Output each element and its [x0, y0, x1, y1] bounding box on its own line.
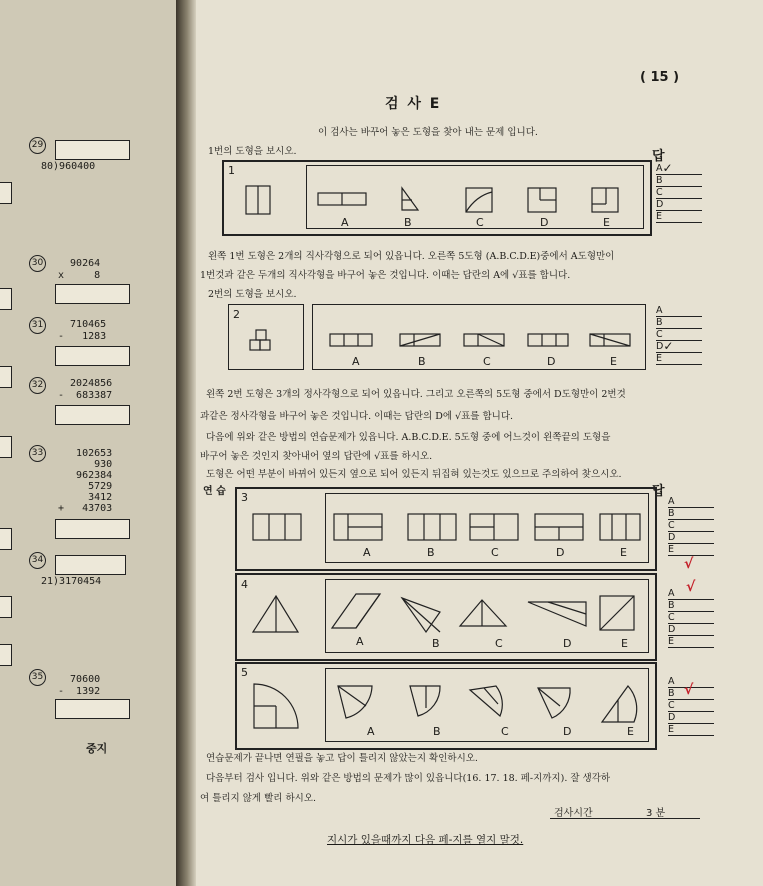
answer-line[interactable]: A: [656, 305, 702, 317]
answer-line[interactable]: D: [668, 532, 714, 544]
problem-line: - 683387: [58, 390, 113, 401]
answer-line[interactable]: B: [656, 175, 702, 187]
problem-line: x 8: [58, 270, 101, 281]
problem-line: 70600: [58, 674, 101, 685]
answer-line[interactable]: E: [668, 636, 714, 648]
red-checkmark-icon: √: [684, 682, 694, 698]
problem-line: 5729: [58, 481, 113, 492]
checkmark-icon: ✓: [662, 161, 673, 175]
time-value: 3 분: [646, 808, 666, 819]
practice5-number: 5: [241, 666, 248, 679]
problem-line: 90264: [58, 258, 101, 269]
example2-explain: 과같은 정사각형을 바구어 놓은 것입니다. 이때는 답란의 D에 √표를 합니다.: [200, 411, 514, 422]
option-label: A: [356, 635, 364, 648]
problem-number: 34: [29, 552, 46, 569]
example1-prompt: 1번의 도형을 보시오.: [208, 146, 297, 157]
divider: [550, 818, 700, 819]
answer-line[interactable]: A: [668, 496, 714, 508]
red-checkmark-icon: √: [684, 556, 694, 572]
problem-line: 102653: [58, 448, 113, 459]
option-label: C: [495, 637, 503, 650]
example1-number: 1: [228, 164, 235, 177]
answer-line[interactable]: C: [668, 612, 714, 624]
checkmark-icon: ✓: [663, 339, 674, 353]
time-label: 검사시간: [554, 808, 593, 819]
answer-line[interactable]: B: [668, 600, 714, 612]
answer-line[interactable]: D: [668, 624, 714, 636]
option-label: B: [418, 355, 426, 368]
option-label: D: [563, 637, 572, 650]
example2-number: 2: [233, 308, 240, 321]
answer-line[interactable]: C: [668, 520, 714, 532]
option-label: A: [363, 546, 371, 559]
option-label: E: [621, 637, 628, 650]
answer-line[interactable]: C: [656, 329, 702, 341]
problem-number: 30: [29, 255, 46, 272]
answer-line[interactable]: E: [668, 544, 714, 556]
answer-line[interactable]: B: [668, 508, 714, 520]
footer-text: 다음부터 검사 입니다. 위와 같은 방법의 문제가 많이 있읍니다(16. 17. 18. 페-지까지). 잘 생각하: [206, 773, 611, 784]
option-label: C: [476, 216, 484, 229]
problem-line: - 1392: [58, 686, 101, 697]
practice3-number: 3: [241, 491, 248, 504]
problem-line: - 1283: [58, 331, 107, 342]
problem-number: 29: [29, 137, 46, 154]
option-label: E: [603, 216, 610, 229]
option-label: A: [352, 355, 360, 368]
answer-header: 답: [652, 149, 665, 164]
instruction: 다음에 위와 같은 방법의 연습문제가 있읍니다. A.B.C.D.E. 5도형 중에 어느것이 왼쪽끝의 도형을: [206, 432, 611, 443]
answer-line[interactable]: A: [668, 676, 714, 688]
practice-label: 연 습: [203, 486, 226, 497]
option-label: D: [563, 725, 572, 738]
example2-explain: 왼쪽 2번 도형은 3개의 정사각형으로 되어 있읍니다. 그리고 오른쪽의 5도형 중에서 D도형만이 2번것: [206, 389, 626, 400]
example1-explain: 왼쪽 1번 도형은 2개의 직사각형으로 되어 있읍니다. 오른쪽 5도형 (A.B.C.D.E)중에서 A도형만이: [208, 251, 615, 262]
answer-line[interactable]: E: [656, 211, 702, 223]
example1-explain: 1번것과 같은 두개의 직사각형을 바구어 놓은 것입니다. 이때는 답란의 A에 √표를 합니다.: [200, 270, 571, 281]
problem-line: 3412: [58, 492, 113, 503]
answer-line[interactable]: A ✓: [656, 163, 702, 175]
option-label: B: [432, 637, 440, 650]
problem-line: 962384: [58, 470, 113, 481]
answer-line[interactable]: D: [668, 712, 714, 724]
notice-text: 지시가 있을때까지 다음 페-지를 열지 말것.: [327, 834, 524, 846]
answer-line[interactable]: C: [656, 187, 702, 199]
problem-number: 31: [29, 317, 46, 334]
problem-number: 32: [29, 377, 46, 394]
example2-prompt: 2번의 도형을 보시오.: [208, 289, 297, 300]
answer-line[interactable]: E: [656, 353, 702, 365]
page-number: ( 15 ): [640, 70, 680, 85]
option-label: C: [501, 725, 509, 738]
practice4-number: 4: [241, 578, 248, 591]
intro-text: 이 검사는 바꾸어 놓은 도형을 찾아 내는 문제 입니다.: [318, 127, 538, 138]
test-title: 검 사 E: [385, 96, 442, 112]
option-label: B: [404, 216, 412, 229]
option-label: C: [483, 355, 491, 368]
option-label: B: [433, 725, 441, 738]
problem-line: 80)960400: [41, 161, 96, 172]
problem-number: 33: [29, 445, 46, 462]
red-checkmark-icon: √: [686, 579, 696, 595]
problem-number: 35: [29, 669, 46, 686]
answer-line[interactable]: B: [668, 688, 714, 700]
footer-text: 여 틀리지 않게 빨리 하시오.: [200, 793, 317, 804]
answer-line[interactable]: D: [656, 199, 702, 211]
option-label: B: [427, 546, 435, 559]
option-label: C: [491, 546, 499, 559]
footer-text: 연습문제가 끝나면 연필을 놓고 답이 틀리지 않았는지 확인하시오.: [206, 753, 478, 764]
option-label: E: [610, 355, 617, 368]
problem-line: 710465: [58, 319, 107, 330]
problem-line: 2024856: [58, 378, 113, 389]
answer-line[interactable]: D ✓: [656, 341, 702, 353]
answer-header: 답: [652, 484, 665, 499]
answer-line[interactable]: B: [656, 317, 702, 329]
instruction: 바구어 놓은 것인지 찾아내어 옆의 답란에 √표를 하시오.: [200, 451, 433, 462]
problem-line: + 43703: [58, 503, 113, 514]
option-label: E: [627, 725, 634, 738]
answer-line[interactable]: A: [668, 588, 714, 600]
option-label: D: [556, 546, 565, 559]
option-label: D: [540, 216, 549, 229]
problem-line: 21)3170454: [41, 576, 102, 587]
stop-label: 중지: [86, 742, 108, 755]
instruction: 도형은 어떤 부분이 바뀌어 있든지 옆으로 되어 있든지 뒤집혀 있는것도 있으므로 주의하여 찾으시오.: [206, 469, 622, 480]
answer-line[interactable]: E: [668, 724, 714, 736]
option-label: A: [341, 216, 349, 229]
option-label: E: [620, 546, 627, 559]
option-label: A: [367, 725, 375, 738]
option-label: D: [547, 355, 556, 368]
problem-line: 930: [58, 459, 113, 470]
answer-line[interactable]: C: [668, 700, 714, 712]
